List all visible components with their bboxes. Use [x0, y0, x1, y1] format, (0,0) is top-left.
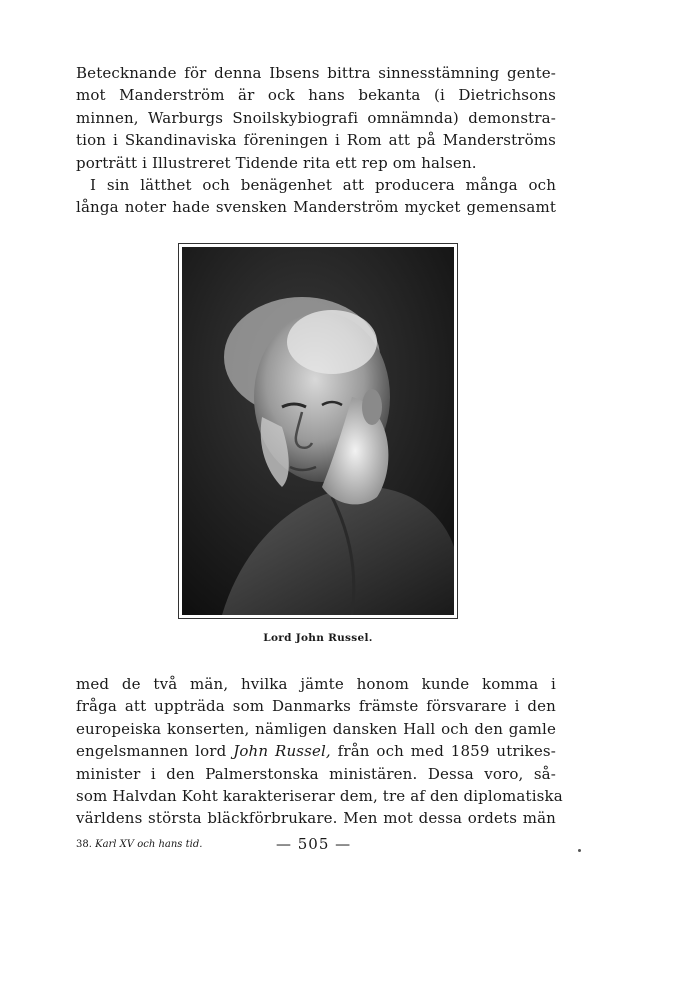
text-line: I sin lätthet och benägenhet att producera många och — [90, 175, 556, 194]
signature-number: 38. — [76, 839, 92, 850]
portrait-photo — [178, 243, 458, 619]
text-line: som Halvdan Koht karakteriserar dem, tre af den diplomatiska — [76, 786, 563, 805]
text-line: världens största bläckförbrukare. Men mot dessa ordets män — [76, 809, 556, 828]
figure-caption: Lord John Russel. — [263, 632, 373, 644]
signature-mark — [76, 839, 202, 850]
text-line: minnen, Warburgs Snoilskybiografi omnämnda) demonstra- — [76, 108, 556, 127]
text-line: tion i Skandinaviska föreningen i Rom att på Manderströms — [76, 131, 556, 150]
text-line: mot Manderström är ock hans bekanta (i Dietrichsons — [76, 86, 556, 105]
text-line: minister i den Palmerstonska ministären. Dessa voro, så- — [76, 764, 556, 783]
text-line: långa noter hade svensken Manderström mycket gemensamt — [76, 198, 556, 217]
text-line: med de två män, hvilka jämte honom kunde komma i — [76, 675, 556, 693]
text-line: europeiska konserten, nämligen dansken Hall och den gamle — [76, 719, 556, 738]
bottom-paragraph — [76, 673, 563, 830]
signature-title: Karl XV och hans tid. — [95, 839, 203, 850]
portrait-image — [182, 247, 454, 615]
person-name: John Russel, — [233, 742, 331, 761]
page-footer — [76, 835, 556, 859]
text-line: fråga att uppträda som Danmarks främste försvarare i den — [76, 697, 556, 716]
text-line — [76, 740, 556, 762]
line-segment: engelsmannen lord — [76, 742, 234, 761]
text-line: Betecknande för denna Ibsens bittra sinnesstämning gente- — [76, 64, 556, 82]
page-number: — 505 — — [276, 835, 352, 853]
text-line: porträtt i Illustreret Tidende rita ett rep om halsen. — [76, 153, 477, 172]
line-segment: från och med 1859 utrikes- — [330, 742, 556, 761]
top-paragraph — [76, 62, 556, 219]
print-speck — [578, 849, 581, 852]
